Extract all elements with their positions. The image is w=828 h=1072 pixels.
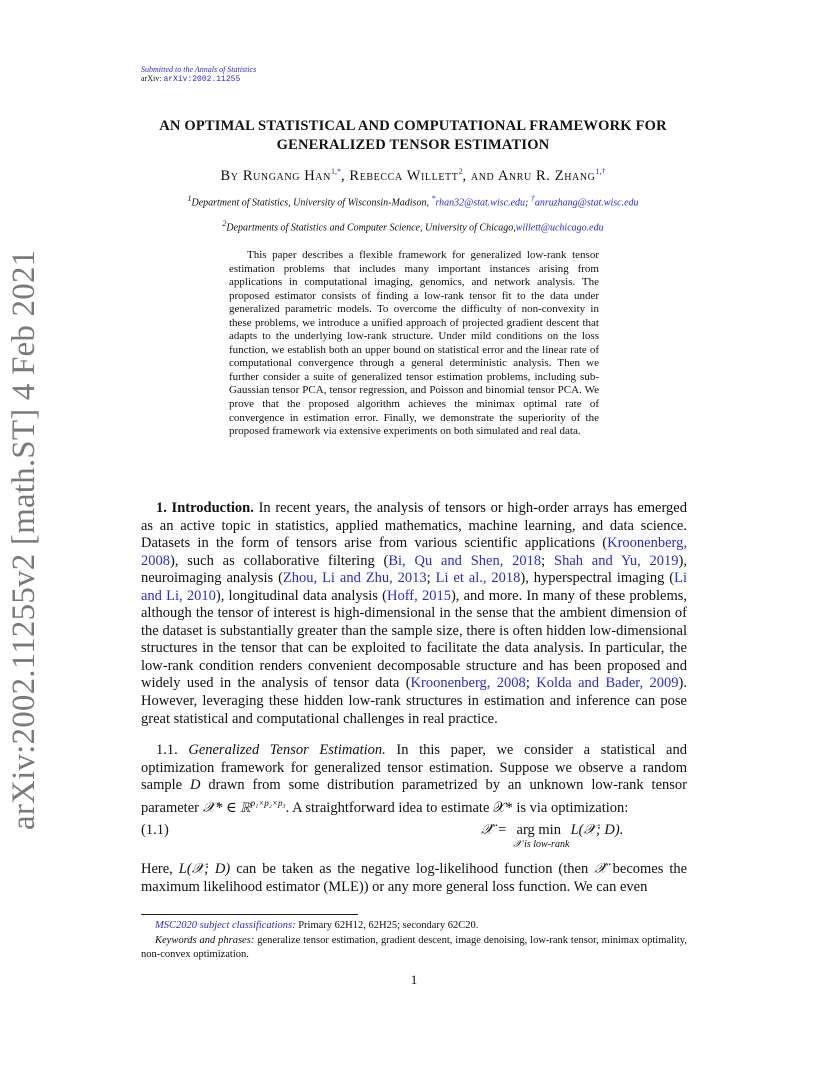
citation-link[interactable]: Zhou, Li and Zhu, 2013 (282, 570, 427, 587)
equation-lhs: 𝒳̂ = (481, 822, 507, 838)
section-text: drawn from some distribution parametrized by an unknown low-rank tensor parameter (141, 777, 687, 816)
footnote-keywords (141, 934, 687, 961)
equation-subscript: 𝒳 is low-rank (513, 839, 570, 850)
author-2: Rebecca Willett (349, 167, 459, 184)
footnote-divider (141, 914, 358, 915)
footnote-msc (141, 919, 687, 933)
paper-title (130, 117, 696, 155)
author-list: By Rungang Han$^{1,*}$, Rebecca Willett$^2$, and Anru R. Zhang$^{1,\dagger}$ (220, 167, 606, 184)
arxiv-id-link[interactable]: arXiv:2002.11255 (163, 75, 241, 84)
citation-link[interactable]: Kolda and Bader, 2009 (536, 675, 679, 692)
author-3-affil[interactable]: 1,† (595, 167, 606, 176)
post-equation-paragraph (141, 861, 687, 896)
aff2-number: 2 (222, 219, 227, 228)
citation-link[interactable]: Kroonenberg, 2008 (141, 535, 687, 569)
math-dims: p₁×p₂×p₃ (250, 797, 286, 808)
math-tensor: 𝒳* ∈ ℝ (202, 799, 251, 816)
intro-text: ), longitudinal data analysis ( (215, 587, 387, 604)
author-1: Rungang Han (242, 167, 331, 184)
journal-link[interactable]: Submitted to the Annals of Statistics (141, 65, 257, 74)
keywords-label: Keywords and phrases: (155, 935, 255, 946)
arxiv-side-stamp: arXiv:2002.11255v2 [math.ST] 4 Feb 2021 (6, 249, 42, 830)
arxiv-prefix: arXiv: (141, 74, 162, 83)
section-heading: Generalized Tensor Estimation. (188, 742, 386, 758)
aff1-email-2[interactable]: anruzhang@stat.wisc.edu (534, 197, 639, 209)
intro-text: ), and more. In many of these problems, although the tensor of interest is high-dimensional in the sense that the ambient dimension of the dataset is substantially greater than the sample size, there is often hidden low-dimensional structures in the tensor that can be exploited to facilitate the data analysis. In particular, the low-rank condition renders convenient decomposable structure and has been proposed and widely used in the analysis of tensor data ( (141, 587, 688, 692)
author-3: Anru R. Zhang (497, 167, 596, 184)
citation-link[interactable]: Li et al., 2018 (435, 570, 521, 587)
intro-text: ), hyperspectral imaging ( (520, 570, 675, 587)
math-d: D (189, 777, 201, 794)
affiliation-1: $^1$Department of Statistics, University of Wisconsin-Madison, *rhan32@stat.wisc.edu; †anruzhang@stat.wisc.edu (187, 194, 639, 209)
equation-number: (1.1) (141, 822, 169, 838)
introduction-paragraph (141, 500, 687, 728)
section-1-1-paragraph (141, 742, 687, 817)
affiliation-2 (130, 219, 696, 233)
citation-link[interactable]: Hoff, 2015 (386, 587, 451, 604)
keywords-text: generalize tensor estimation, gradient descent, image denoising, low-rank tensor, minimax optimality, non-convex optimization. (141, 935, 687, 960)
citation-link[interactable]: Li and Li, 2010 (141, 570, 687, 604)
para-text: Here, (141, 861, 173, 877)
aff1-number: 1 (187, 194, 192, 203)
author-2-affil[interactable]: 2 (458, 167, 463, 176)
para-text: can be taken as the negative log-likelihood function (then (236, 861, 589, 877)
msc-codes: Primary 62H12, 62H25; secondary 62C20. (298, 920, 479, 931)
equation-body (481, 822, 623, 839)
section-number: 1.1. (156, 742, 178, 758)
aff1-star: * (431, 194, 436, 203)
intro-text: ), such as collaborative filtering ( (170, 552, 389, 569)
aff1-dagger: † (530, 194, 535, 203)
math-estimator: 𝒳̂ (594, 861, 607, 877)
section-text: In this paper, we consider a statistical and optimization framework for generalized tensor estimation. Suppose we observe a random sample (141, 742, 687, 794)
math-loss: L(𝒳; D) (178, 861, 231, 877)
aff1-email-1[interactable]: rhan32@stat.wisc.edu (435, 197, 526, 209)
aff2-text: Departments of Statistics and Computer Science, University of Chicago, (226, 222, 516, 234)
intro-text: ). However, leveraging these hidden low-rank structures in estimation and inference can pose great statistical and computational challenges in real practice. (141, 675, 688, 727)
author-1-affil[interactable]: 1,* (330, 167, 341, 176)
citation-link[interactable]: Kroonenberg, 2008 (410, 675, 526, 692)
intro-text: ; (541, 552, 554, 569)
title-line-1: AN OPTIMAL STATISTICAL AND COMPUTATIONAL FRAMEWORK FOR (159, 118, 667, 134)
aff2-email[interactable]: willett@uchicago.edu (515, 222, 604, 234)
title-line-2: GENERALIZED TENSOR ESTIMATION (276, 137, 550, 153)
citation-link[interactable]: Shah and Yu, 2019 (554, 552, 679, 569)
citation-link[interactable]: Bi, Qu and Shen, 2018 (388, 552, 542, 569)
and-label: , and (462, 167, 495, 184)
equation-operator: arg min (516, 822, 561, 838)
intro-text: ; (525, 675, 537, 692)
equation-rhs: L(𝒳; D). (570, 822, 624, 838)
intro-text: In recent years, the analysis of tensors or high-order arrays has emerged as an active topic in statistics, applied mathematics, machine learning, and data science. Datasets in the form of tensors arise from various scientific applications ( (141, 500, 687, 552)
intro-text: ; (426, 570, 436, 587)
by-label: By (220, 167, 239, 184)
intro-text: ), neuroimaging analysis ( (141, 552, 688, 587)
abstract: This paper describes a flexible framework for generalized low-rank tensor estimation problems that includes many important instances arising from applications in computational imaging, genomics, and network analysis. The proposed estimator consists of finding a low-rank tensor fit to the data under generalized parametric models. To overcome the difficulty of non-convexity in these problems, we introduce a unified approach of projected gradient descent that adapts to the underlying low-rank structure. Under mild conditions on the loss function, we establish both an upper bound on statistical error and the linear rate of computational convergence through a general deterministic analysis. Then we further consider a suite of generalized tensor estimation problems, including sub-Gaussian tensor PCA, tensor regression, and Poisson and binomial tensor PCA. We prove that the proposed algorithm achieves the minimax optimal rate of convergence in estimation error. Finally, we demonstrate the superiority of the proposed framework via extensive experiments on both simulated and real data. (229, 249, 599, 438)
equation-1-1 (141, 820, 687, 854)
para-text: becomes the maximum likelihood estimator (MLE)) or any more general loss function. We can even (141, 861, 688, 895)
msc-link[interactable]: MSC2020 subject classifications: (155, 920, 296, 931)
section-text: . A straightforward idea to estimate 𝒳* is via optimization: (285, 799, 629, 816)
page-number: 1 (410, 972, 418, 987)
arxiv-id-line (141, 74, 240, 85)
intro-heading: 1. Introduction. (156, 500, 254, 516)
aff1-text: Department of Statistics, University of Wisconsin-Madison, (191, 197, 429, 209)
